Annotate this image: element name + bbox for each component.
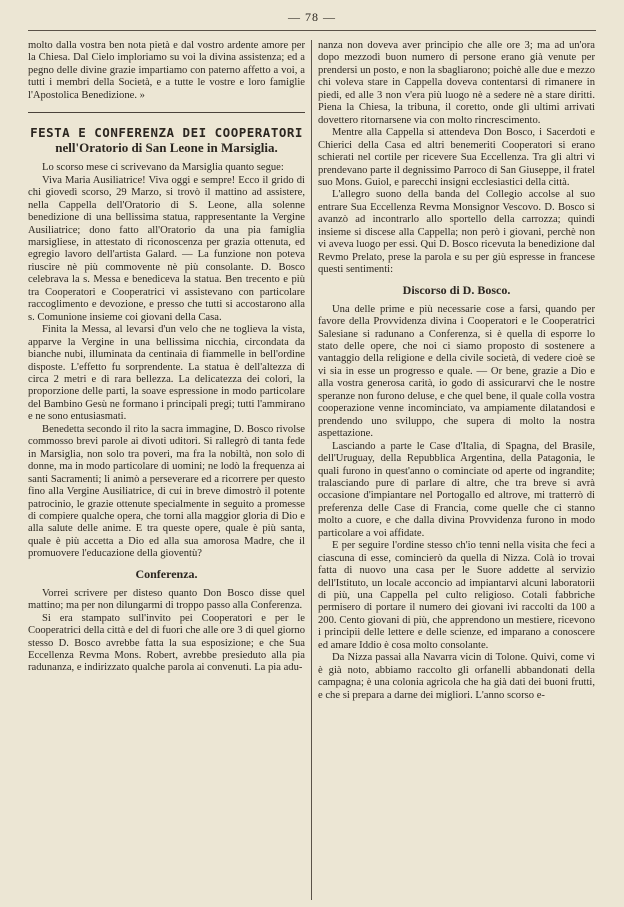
paragraph: Da Nizza passai alla Navarra vicin di Tolone. Quivi, come vi è già noto, abbiamo raccolto gli orfanelli abbandonati della campagna; è una colonia agricola che ha già dati dei buoni frutti, e che si prepara a darne dei migliori. L'anno scorso e- bbox=[318, 652, 595, 701]
left-column bbox=[28, 40, 305, 902]
paragraph: Vorrei scrivere per disteso quanto Don Bosco disse quel mattino; ma per non dilungarmi di troppo passo alla Conferenza. bbox=[28, 587, 305, 612]
header-rule bbox=[28, 30, 596, 31]
paragraph: Lo scorso mese ci scrivevano da Marsiglia quanto segue: bbox=[42, 162, 284, 174]
right-column bbox=[318, 40, 595, 902]
paragraph: L'allegro suono della banda del Collegio accolse al suo entrare Sua Eccellenza Revma Monsignor Vescovo. D. Bosco si avanzò ad incontrarlo allo sportello della carrozza; quindi insieme si discese alla Cappella; non però i giovani, perchè non vi aveva luogo per essi. Qui D. Bosco ricevuta la benedizione dal Revmo Prelato, prese la parola e su per giù espresse in francese questi sentimenti: bbox=[318, 189, 595, 276]
page-number: — 78 — bbox=[288, 10, 336, 24]
intro-paragraph: molto dalla vostra ben nota pietà e dal vostro ardente amore per la Chiesa. Dal Cielo imploriamo su voi la divina assistenza; ed a pegno delle divine grazie impartiamo con paterno affetto a voi, a tutti i membri della Società, e a tutte le vostre e loro famiglie l'Apostolica Benedizione. » bbox=[28, 40, 305, 101]
section-title-line2: nell'Oratorio di San Leone in Marsiglia. bbox=[55, 140, 278, 156]
paragraph: Si era stampato sull'invito pei Cooperatori e per le Cooperatrici della città e del di fuori che alle ore 3 di quel giorno stesso D. Bosco avrebbe fatta la sua esposizione; e che Sua Eccellenza Revma Mons. Robert, avrebbe presieduto alla pia radunanza, e indirizzato qualche parola ai convenuti. La pia adu- bbox=[28, 612, 305, 674]
paragraph: Viva Maria Ausiliatrice! Viva oggi e sempre! Ecco il grido di chi giovedì scorso, 29 Marzo, si trovò il mattino ad assistere, nella Cappella dell'Oratorio di S. Leone, alla solenne benedizione di una bellissima statua, rappresentante la Vergine Ausiliatrice; dono fatto all'Oratorio da una pia famiglia marsigliese, in attestato di riconoscenza per grazia ottenuta, ed egregio lavoro dell'artista Galard. — La funzione non poteva riuscire nè più commovente nè più consolante. D. Bosco celebrava la s. Messa e benediceva la statua. Ben trecento e più tra Cooperatori e Cooperatrici vi assistevano con particolare raccoglimento e devozione, e presso che tutti si accostarono alla s. Comunione insieme coi giovani della Casa. bbox=[28, 174, 305, 323]
paragraph: Mentre alla Cappella si attendeva Don Bosco, i Sacerdoti e Chierici della Casa ed altri benemeriti Cooperatori si erano schierati nel cortile per ricevere Sua Eccellenza. Tra gli altri vi prendevano parte il degnissimo Parroco di San Giuseppe, il fratel suo Mons. Guiol, e parecchi insigni ecclesiastici della città. bbox=[318, 127, 595, 188]
paragraph: nanza non doveva aver principio che alle ore 3; ma ad un'ora dopo mezzodì buon numero di persone erano già venute per prendersi un posto, e non la sbagliarono; poichè alle due e mezzo chi voleva stare in Cappella doveva contentarsi di rimanere in piedi, ed alle 3 non v'era più luogo nè a sedere nè a stare diritti. Piena la Chiesa, la tribuna, il coretto, onde gli ultimi arrivati dovettero ritornarsene via con molto rincrescimento. bbox=[318, 40, 595, 126]
section-title-line1: FESTA E CONFERENZA DEI COOPERATORI bbox=[30, 125, 303, 141]
paragraph: Lasciando a parte le Case d'Italia, di Spagna, del Brasile, dell'Uruguay, della Repubblica Argentina, della Patagonia, le quali furono in quest'anno o cominciate od aperte od ingrandite; tralasciando pure di parlare di altre, che tra breve si avrà occasione d'impiantare nel Portogallo ed altrove, mi tratterrò di preferenza delle Case di Francia, come quelle che ci stanno molto a cuore, e che dalla divina Provvidenza furono in modo particolare a voi affidate. bbox=[318, 440, 595, 539]
subheading-conferenza: Conferenza. bbox=[135, 566, 198, 581]
section-separator bbox=[28, 112, 305, 113]
paragraph: Finita la Messa, al levarsi d'un velo che ne toglieva la vista, apparve la Vergine in una bellissima nicchia, circondata da bianche nubi, illuminata da centinaia di fiammelle in bell'ordine disposte. L'effetto fu sorprendente. La statua è dell'altezza di circa 2 metri e di rara bellezza. La delicatezza dei colori, la proporzione delle parti, la soave espressione in modo particolare del Bambino Gesù ne formano i principali pregi; tutti l'ammirano e ne sono entusiasmati. bbox=[28, 324, 305, 423]
paragraph: Una delle prime e più necessarie cose a farsi, quando per favore della Provvidenza divina i Cooperatori e le Cooperatrici Salesiane si radunano a Conferenza, si è quella di esporre lo stato delle opere, che noi ci siamo proposto di sostenere a vantaggio della religione e della civile società, di vedere cioè se vi sia in esse un progresso e quale. — Or bene, grazie a Dio e alla vostra generosa carità, io godo di assicurarvi che le nostre speranze non furono deluse, e che quel bene, il quale colla vostra cooperazione venne incominciato, va ampiamente dilatandosi e prendendo uno sviluppo, che supera di molto la nostra aspettazione. bbox=[318, 303, 595, 440]
column-divider bbox=[311, 40, 312, 900]
paragraph: E per seguire l'ordine stesso ch'io tenni nella visita che feci a ciascuna di esse, comincierò da quella di Nizza. Colà io trovai fatta di nuovo una casa per le Suore addette al servizio dell'Istituto, un locale acconcio ad impiantarvi alcuni laboratorii di più, una Cappella pel culto religioso. Cotali fabbriche permisero di portare il numero dei giovani ivi raccolti da 100 a 200. Cento giovani di più, che apprendono un mestiere, ricevono i principii delle lettere e delle scienze, ed imparano a conoscere ed amare Iddio è cosa molto consolante. bbox=[318, 540, 595, 651]
subheading-discorso: Discorso di D. Bosco. bbox=[402, 282, 511, 297]
paragraph: Benedetta secondo il rito la sacra immagine, D. Bosco rivolse commosso brevi parole ai divoti uditori. Si rallegrò di tanta fede in Marsiglia, non solo tra poveri, ma fra la nobiltà, non solo di donne, ma in modo particolare di uomini; ne lodò la frequenza ai santi Sacramenti; li animò a perseverare ed a ricorrere per questo fino alla Vergine Ausiliatrice, di cui in breve dimostrò il potente patrocinio, le grazie ottenute specialmente in seguito a promesse di compiere qualche opera, che torni alla maggior gloria di Dio e alla salute delle anime. E tra queste opere, quale è più santa, quale è più accetta a Dio ed alla sua amorosa Madre, che il promuovere l'educazione della gioventù? bbox=[28, 423, 305, 560]
